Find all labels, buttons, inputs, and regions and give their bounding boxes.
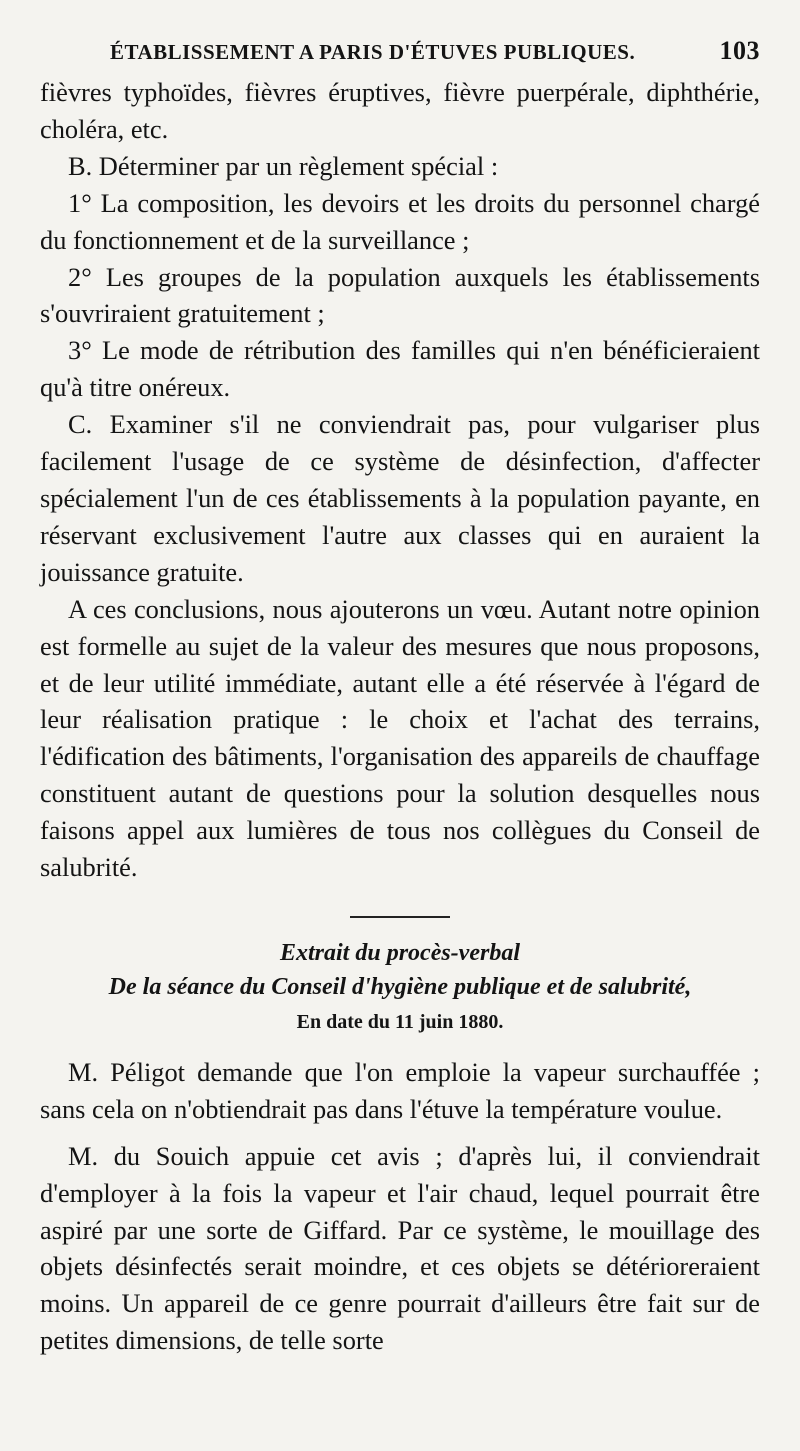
extract-date: En date du 11 juin 1880. [296, 1010, 504, 1033]
paragraph-c: C. Examiner s'il ne conviendrait pas, pour vulgariser plus facilement l'usage de ce système de désinfection, d'affecter spécialement l'un de ces établissements à la population payante, en réservant exclusivement l'autre aux classes qui en auraient la jouissance gratuite. [40, 409, 760, 587]
extract-subtitle: De la séance du Conseil d'hygiène publique et de salubrité, [108, 973, 692, 1000]
page-number: 103 [719, 36, 760, 65]
section-divider [350, 916, 450, 918]
running-head: ÉTABLISSEMENT A PARIS D'ÉTUVES PUBLIQUES. [110, 40, 636, 64]
paragraph-peligot: M. Péligot demande que l'on emploie la vapeur surchauffée ; sans cela on n'obtiendrait pas dans l'étuve la température voulue. [40, 1056, 760, 1124]
body-text [40, 74, 760, 1359]
paragraph-item-1: 1° La composition, les devoirs et les droits du personnel chargé du fonctionnement et de la surveillance ; [40, 187, 760, 255]
paragraph-continuation: fièvres typhoïdes, fièvres éruptives, fièvre puerpérale, diphthérie, choléra, etc. [40, 77, 760, 144]
page-header [40, 30, 760, 74]
paragraph-b: B. Déterminer par un règlement spécial : [68, 150, 499, 181]
paragraph-gap [40, 1128, 760, 1138]
paragraph-conclusion: A ces conclusions, nous ajouterons un vœu. Autant notre opinion est formelle au sujet de la valeur des mesures que nous proposons, et de leur utilité immédiate, autant elle a été réservée à l'égard de leur réalisation pratique : le choix et l'achat des terrains, l'édification des bâtiments, l'organisation des appareils de chauffage constituent autant de questions pour la solution desquelles nous faisons appel aux lumières de tous nos collègues du Conseil de salubrité. [40, 593, 760, 883]
paragraph-item-2: 2° Les groupes de la population auxquels les établissements s'ouvriraient gratuitement ; [40, 261, 760, 329]
paragraph-du-souich: M. du Souich appuie cet avis ; d'après lui, il conviendrait d'employer à la fois la vapeur et l'air chaud, lequel pourrait être aspiré par une sorte de Giffard. Par ce système, le mouillage des objets désinfectés serait moindre, et ces objets se détérioreraient moins. Un appareil de ce genre pourrait d'ailleurs être fait sur de petites dimensions, de telle sorte [40, 1140, 760, 1356]
paragraph-item-3: 3° Le mode de rétribution des familles qui n'en bénéficieraient qu'à titre onéreux. [40, 335, 760, 403]
extract-title: Extrait du procès-verbal [280, 939, 520, 966]
